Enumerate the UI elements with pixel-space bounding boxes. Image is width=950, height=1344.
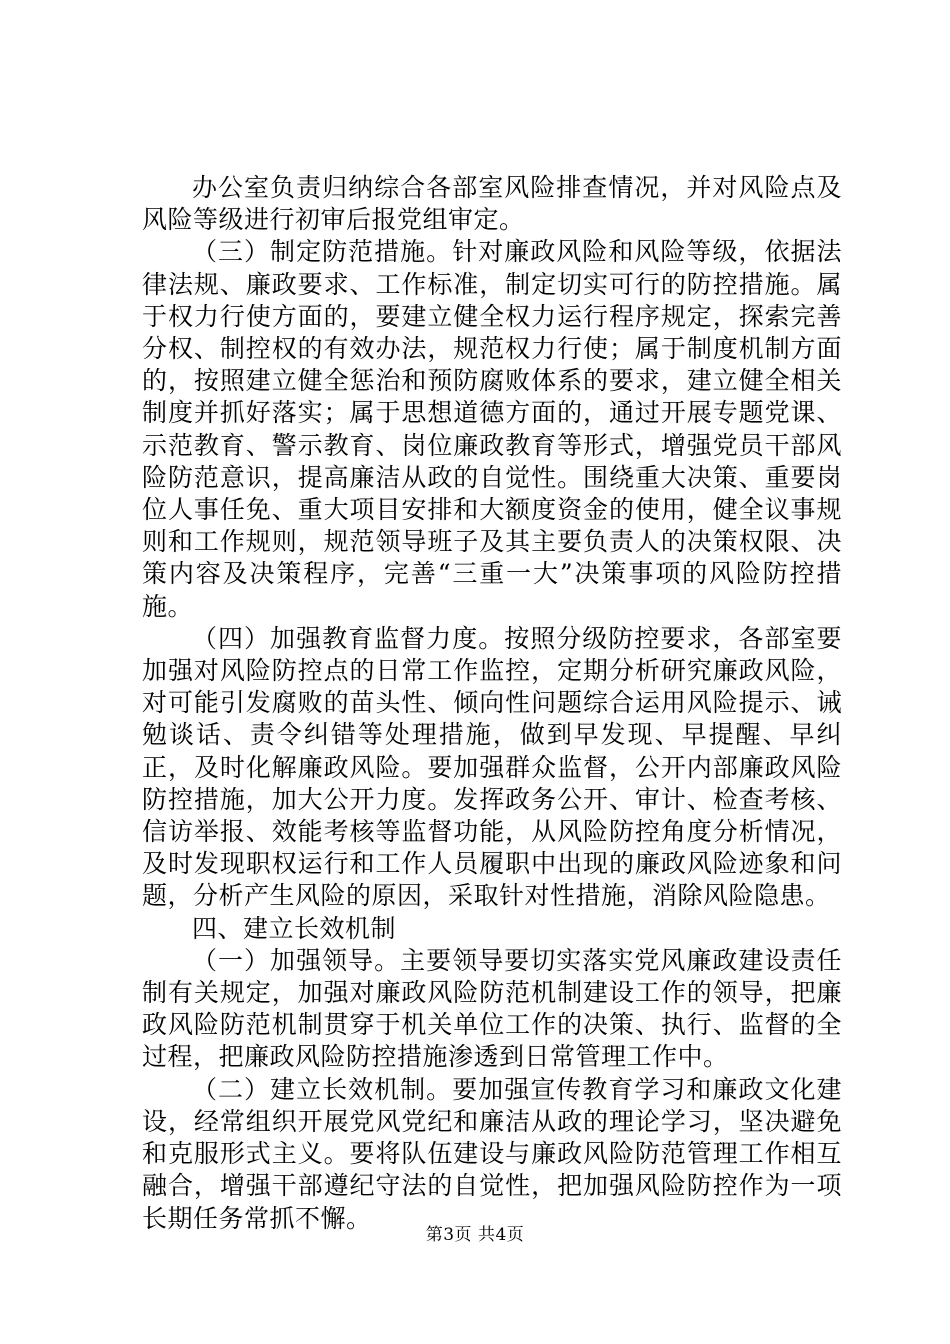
paragraph-risk-summary: 办公室负责归纳综合各部室风险排查情况，并对风险点及风险等级进行初审后报党组审定。 [142, 173, 842, 235]
document-body [142, 172, 842, 1235]
paragraph-long-term-mechanism: （二）建立长效机制。要加强宣传教育学习和廉政文化建设，经常组织开展党风党纪和廉洁从政的理论学习，坚决避免和克服形式主义。要将队伍建设与廉政风险防范管理工作相互融合，增强干部遵纪守法的自觉性，把加强风险防控作为一项长期任务常抓不懈。 [142, 1074, 842, 1233]
paragraph-strengthen-leadership: （一）加强领导。主要领导要切实落实党风廉政建设责任制有关规定，加强对廉政风险防范机制建设工作的领导，把廉政风险防范机制贯穿于机关单位工作的决策、执行、监督的全过程，把廉政风险防控措施渗透到日常管理工作中。 [142, 945, 842, 1072]
paragraph-prevention-measures: （三）制定防范措施。针对廉政风险和风险等级，依据法律法规、廉政要求、工作标准，制定切实可行的防控措施。属于权力行使方面的，要建立健全权力运行程序规定，探索完善分权、制控权的有效办法，规范权力行使；属于制度机制方面的，按照建立健全惩治和预防腐败体系的要求，建立健全相关制度并抓好落实；属于思想道德方面的，通过开展专题党课、示范教育、警示教育、岗位廉政教育等形式，增强党员干部风险防范意识，提高廉洁从政的自觉性。围绕重大决策、重要岗位人事任免、重大项目安排和大额度资金的使用，健全议事规则和工作规则，规范领导班子及其主要负责人的决策权限、决策内容及决策程序，完善“三重一大”决策事项的风险防控措施。 [142, 237, 842, 621]
section-heading: 四、建立长效机制 [192, 913, 397, 943]
paragraph-education-supervision: （四）加强教育监督力度。按照分级防控要求，各部室要加强对风险防控点的日常工作监控，定期分析研究廉政风险，对可能引发腐败的苗头性、倾向性问题综合运用风险提示、诫勉谈话、责令纠错等处理措施，做到早发现、早提醒、早纠正，及时化解廉政风险。要加强群众监督，公开内部廉政风险防控措施，加大公开力度。发挥政务公开、审计、检查考核、信访举报、效能考核等监督功能，从风险防控角度分析情况，及时发现职权运行和工作人员履职中出现的廉政风险迹象和问题，分析产生风险的原因，采取针对性措施，消除风险隐患。 [142, 623, 842, 911]
page-number-footer: 第3页 共4页 [425, 1225, 525, 1245]
